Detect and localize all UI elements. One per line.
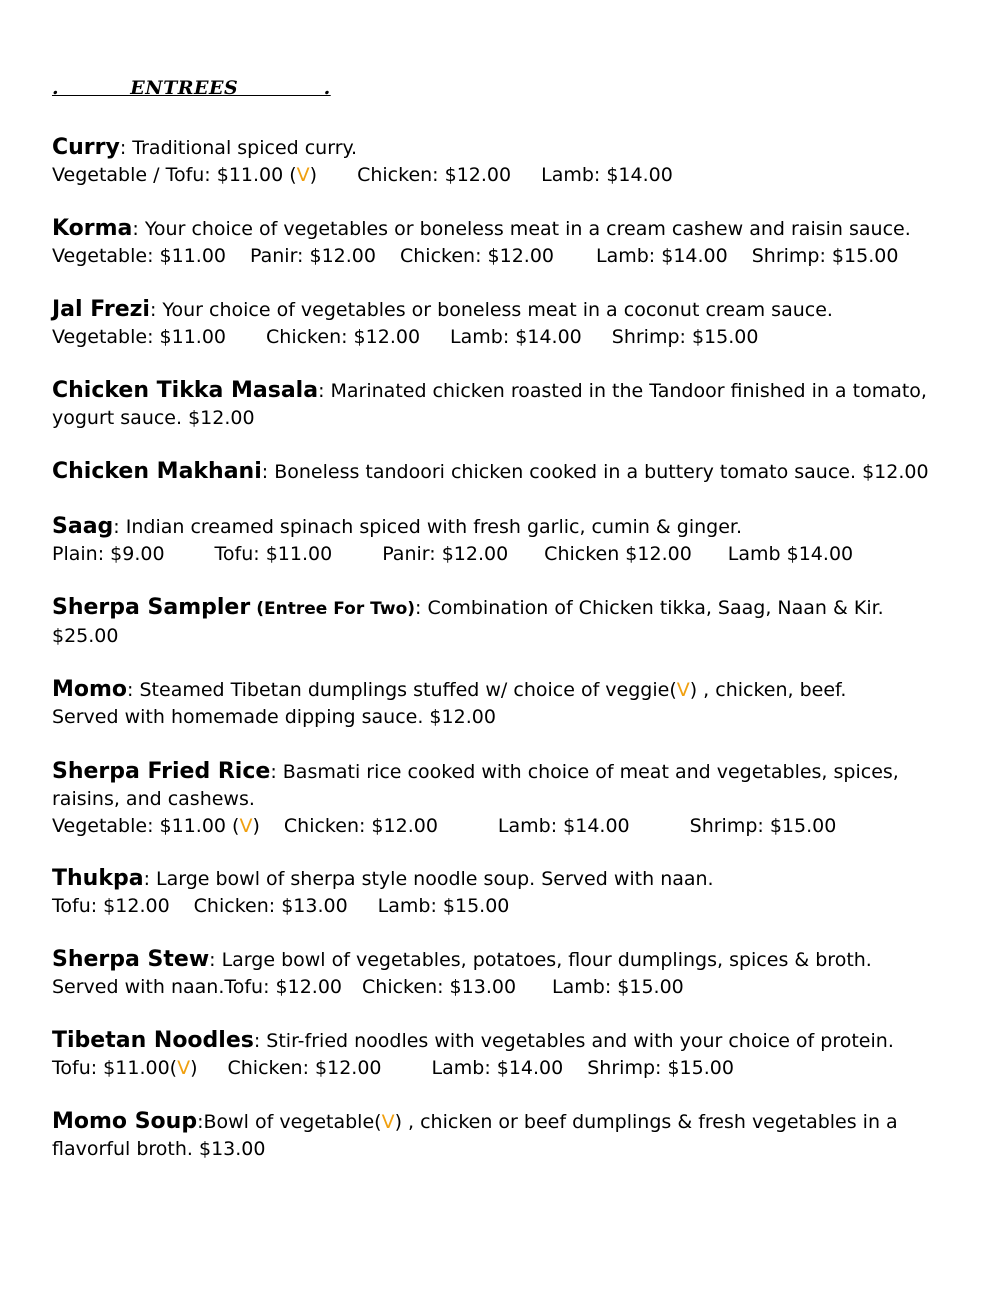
- item-description-cont: Served with homemade dipping sauce. $12.00: [52, 706, 496, 728]
- price-panir: Panir: $12.00: [382, 543, 509, 565]
- menu-item-jal-frezi: [52, 296, 962, 351]
- item-name: Jal Frezi: [52, 297, 150, 322]
- item-description: : Your choice of vegetables or boneless meat in a coconut cream sauce.: [149, 299, 833, 321]
- menu-item-momo: [52, 676, 962, 731]
- price-shrimp: Shrimp: $15.00: [611, 326, 759, 348]
- item-name: Curry: [52, 135, 120, 160]
- price-lamb: Lamb: $14.00: [596, 245, 728, 267]
- item-description-cont: Served with naan.Tofu: $12.00: [52, 976, 343, 998]
- price-chicken: Chicken $12.00: [544, 543, 692, 565]
- menu-item-curry: [52, 134, 962, 189]
- item-description-end: ) , chicken, beef.: [689, 679, 847, 701]
- item-description: : Marinated chicken roasted in the Tandoor finished in a tomato,: [318, 380, 927, 402]
- item-name: Sherpa Fried Rice: [52, 759, 271, 784]
- menu-item-chicken-tikka-masala: [52, 377, 962, 432]
- item-description: :Bowl of vegetable(: [197, 1111, 382, 1133]
- price-paren: ): [309, 164, 318, 186]
- price-shrimp: Shrimp: $15.00: [587, 1057, 734, 1079]
- price-chicken: Chicken: $12.00: [227, 1057, 382, 1079]
- vegetarian-marker: V: [381, 1111, 395, 1133]
- item-price: $25.00: [52, 625, 119, 647]
- item-description: : Basmati rice cooked with choice of meat and vegetables, spices,: [270, 761, 899, 783]
- vegetarian-marker: V: [296, 164, 310, 186]
- price-vegetable: Vegetable: $11.00: [52, 326, 227, 348]
- price-chicken: Chicken: $12.00: [266, 326, 421, 348]
- item-name: Chicken Tikka Masala: [52, 378, 319, 403]
- section-title: . ENTREES .: [52, 77, 331, 99]
- price-chicken: Chicken: $12.00: [399, 245, 554, 267]
- item-name: Saag: [52, 514, 114, 539]
- menu-item-sherpa-sampler: [52, 594, 962, 650]
- item-description-end: ) , chicken or beef dumplings & fresh vegetables in a: [394, 1111, 898, 1133]
- item-name: Tibetan Noodles: [52, 1028, 254, 1053]
- price-chicken: Chicken: $13.00: [193, 895, 348, 917]
- vegetarian-marker: V: [177, 1057, 191, 1079]
- menu-item-momo-soup: [52, 1108, 962, 1163]
- item-description: : Your choice of vegetables or boneless meat in a cream cashew and raisin sauce.: [132, 218, 911, 240]
- item-name: Thukpa: [52, 866, 144, 891]
- item-description: : Large bowl of sherpa style noodle soup. Served with naan.: [143, 868, 714, 890]
- price-lamb: Lamb: $14.00: [497, 815, 630, 837]
- price-shrimp: Shrimp: $15.00: [751, 245, 899, 267]
- price-lamb: Lamb: $14.00: [431, 1057, 564, 1079]
- item-name: Sherpa Sampler: [52, 595, 251, 620]
- menu-item-sherpa-stew: [52, 946, 962, 1001]
- price-chicken: Chicken: $12.00: [357, 164, 512, 186]
- item-description-cont: yogurt sauce. $12.00: [52, 407, 255, 429]
- price-lamb: Lamb: $15.00: [377, 895, 510, 917]
- price-shrimp: Shrimp: $15.00: [689, 815, 837, 837]
- price-tofu: Tofu: $11.00: [214, 543, 333, 565]
- price-paren: ): [252, 815, 260, 837]
- price-panir: Panir: $12.00: [250, 245, 376, 267]
- price-chicken: Chicken: $12.00: [283, 815, 438, 837]
- price-vegetable: Vegetable: $11.00: [52, 245, 227, 267]
- menu-item-chicken-makhani: [52, 458, 962, 486]
- price-plain: Plain: $9.00: [52, 543, 165, 565]
- item-description: : Combination of Chicken tikka, Saag, Naan & Kir.: [415, 597, 884, 619]
- price-tofu: Tofu: $11.00(: [52, 1057, 178, 1079]
- item-name: Chicken Makhani: [52, 459, 262, 484]
- item-note: (Entree For Two): [256, 599, 416, 619]
- item-description-cont: raisins, and cashews.: [52, 788, 255, 810]
- item-description-cont: flavorful broth. $13.00: [52, 1138, 266, 1160]
- item-description: : Traditional spiced curry.: [119, 137, 358, 159]
- price-paren: ): [190, 1057, 198, 1079]
- menu-item-tibetan-noodles: [52, 1027, 962, 1082]
- price-chicken: Chicken: $13.00: [362, 976, 517, 998]
- price-lamb: Lamb: $14.00: [450, 326, 582, 348]
- item-description: : Steamed Tibetan dumplings stuffed w/ choice of veggie(: [127, 679, 677, 701]
- item-description: : Stir-fried noodles with vegetables and with your choice of protein.: [253, 1030, 894, 1052]
- price-tofu: Tofu: $12.00: [52, 895, 170, 917]
- price-lamb: Lamb $14.00: [727, 543, 854, 565]
- menu-item-thukpa: [52, 865, 962, 920]
- item-description: : Boneless tandoori chicken cooked in a buttery tomato sauce. $12.00: [261, 461, 929, 483]
- item-description: : Indian creamed spinach spiced with fresh garlic, cumin & ginger.: [113, 516, 742, 538]
- menu-item-korma: [52, 215, 962, 270]
- price-lamb: Lamb: $14.00: [541, 164, 673, 186]
- menu-item-sherpa-fried-rice: [52, 758, 962, 840]
- item-name: Momo Soup: [52, 1109, 198, 1134]
- price-lamb: Lamb: $15.00: [552, 976, 684, 998]
- price-vegetable: Vegetable: $11.00 (: [52, 815, 240, 837]
- menu-item-saag: [52, 513, 962, 568]
- price-vegetable-tofu: Vegetable / Tofu: $11.00 (: [52, 164, 297, 186]
- item-name: Sherpa Stew: [52, 947, 210, 972]
- vegetarian-marker: V: [676, 679, 690, 701]
- item-name: Korma: [52, 216, 133, 241]
- item-name: Momo: [52, 677, 128, 702]
- item-description: : Large bowl of vegetables, potatoes, flour dumplings, spices & broth.: [209, 949, 872, 971]
- vegetarian-marker: V: [239, 815, 253, 837]
